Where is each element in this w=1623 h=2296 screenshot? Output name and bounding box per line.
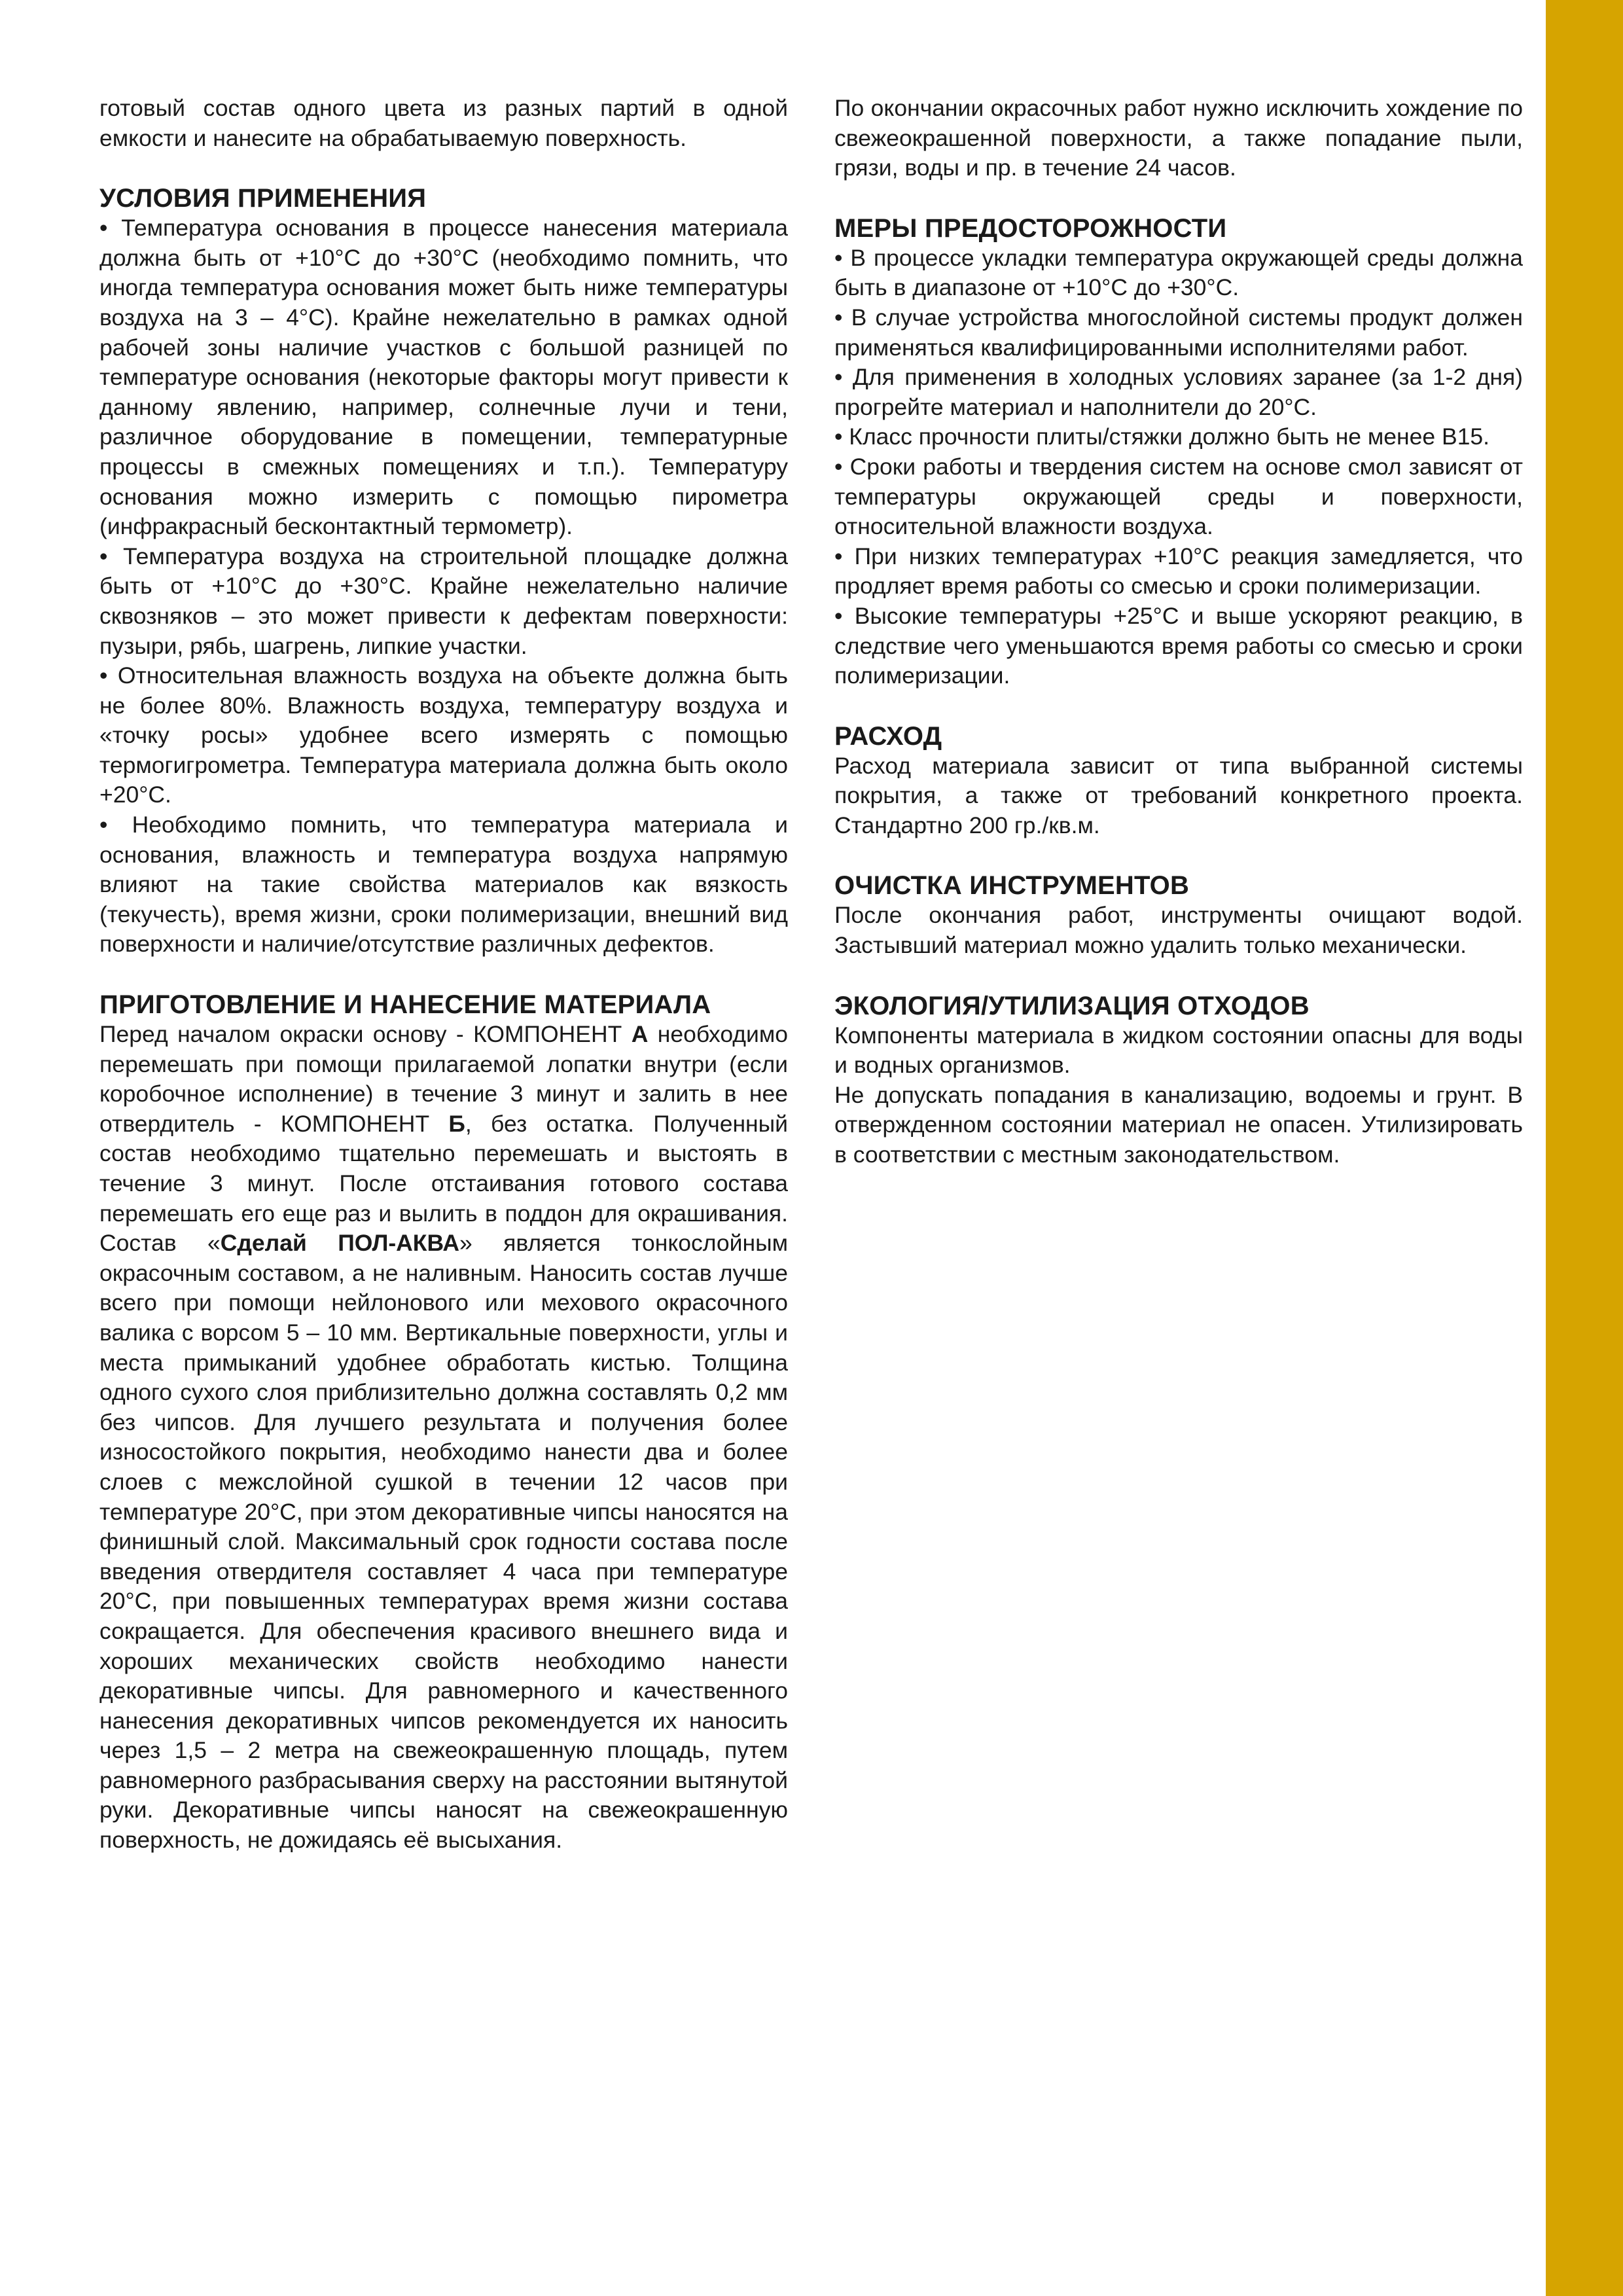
conditions-item: • Температура основания в процессе нанесения материала должна быть от +10°С до +30°С (необходимо помнить, что иногда температура основания может быть ниже температуры воздуха на 3 – 4°С). Крайне нежелательно в рамках одной рабочей зоны наличие участков с большой разницей по температуре основания (некоторые факторы могут привести к данному явлению, например, солнечные лучи и тени, различное оборудование в помещении, температурные процессы в смежных помещениях и т.п.). Температуру основания можно измерить с помощью пирометра (инфракрасный бесконтактный термометр). (99, 215, 788, 540)
precautions-item: • При низких температурах +10°С реакция замедляется, что продляет время работы со смесью и сроки полимеризации. (834, 543, 1523, 600)
ecology-section (834, 991, 1523, 1170)
conditions-item: • Относительная влажность воздуха на объекте должна быть не более 80%. Влажность воздуха, температуру воздуха и «точку росы» удобнее всего измерять с помощью термогигрометра. Температура материала должна быть около +20°С. (99, 662, 788, 808)
component-b-label: Б (448, 1110, 465, 1137)
preparation-text: Перед началом окраски основу - КОМПОНЕНТ (99, 1021, 632, 1048)
preparation-text: » является тонкослойным окрасочным составом, а не наливным. Наносить состав лучше всего при помощи нейлонового или мехового окрасочного валика с ворсом 5 – 10 мм. Вертикальные поверхности, углы и места примыканий удобнее обработать кистью. Толщина одного сухого слоя приблизительно должна составлять 0,2 мм без чипсов. Для лучшего результата и получения более износостойкого покрытия, необходимо нанести два и более слоев с межслойной сушкой в течении 12 часов при температуре 20°С, при этом декоративные чипсы наносятся на финишный слой. Максимальный срок годности состава после введения отвердителя составляет 4 часа при температуре 20°С, при повышенных температурах время жизни состава сокращается. Для обеспечения красивого внешнего вида и хороших механических свойств необходимо нанести декоративные чипсы. Для равномерного и качественного нанесения декоративных чипсов рекомендуется их наносить через 1,5 – 2 метра на свежеокрашенную площадь, путем равномерного разбрасывания сверху на расстоянии вытянутой руки. Декоративные чипсы наносят на свежеокрашенную поверхность, не дожидаясь её высыхания. (99, 1230, 788, 1854)
ecology-heading: ЭКОЛОГИЯ/УТИЛИЗАЦИЯ ОТХОДОВ (834, 991, 1310, 1020)
precautions-item: • Сроки работы и твердения систем на основе смол зависят от температуры окружающей среды и поверхности, относительной влажности воздуха. (834, 453, 1523, 540)
precautions-heading: МЕРЫ ПРЕДОСТОРОЖНОСТИ (834, 213, 1227, 243)
consumption-heading: РАСХОД (834, 721, 942, 751)
conditions-item: • Температура воздуха на строительной площадке должна быть от +10°С до +30°С. Крайне нежелательно наличие сквозняков – это может привести к дефектам поверхности: пузыри, рябь, шагрень, липкие участки. (99, 543, 788, 659)
conditions-section (99, 183, 788, 960)
cleaning-paragraph: После окончания работ, инструменты очищают водой. Застывший материал можно удалить только механически. (834, 902, 1523, 959)
preparation-section (99, 990, 788, 1856)
component-a-label: А (631, 1021, 649, 1048)
preparation-paragraph (99, 1020, 788, 1856)
preparation-text: необходимо перемешать при помощи прилагаемой лопатки внутри (если коробочное исполнение) в течение 3 минут и залить в нее отвердитель - КОМПОНЕНТ (99, 1021, 788, 1137)
preparation-text: , без остатка. Полученный состав необходимо тщательно перемешать и выстоять в течение 3 минут. После отстаивания готового состава перемешать его еще раз и вылить в поддон для окрашивания. Состав « (99, 1110, 788, 1257)
cleaning-heading: ОЧИСТКА ИНСТРУМЕНТОВ (834, 871, 1190, 901)
precautions-item: • В процессе укладки температура окружающей среды должна быть в диапазоне от +10°С до +30°С. (834, 244, 1523, 301)
consumption-paragraph: Расход материала зависит от типа выбранной системы покрытия, а также от требований конкретного проекта. Стандартно 200 гр./кв.м. (834, 752, 1523, 838)
product-name: Сделай ПОЛ-АКВА (220, 1230, 459, 1257)
ecology-paragraph: Не допускать попадания в канализацию, водоемы и грунт. В отвержденном состоянии материал не опасен. Утилизировать в соответствии с местным законодательством. (834, 1081, 1523, 1168)
right-column (834, 94, 1523, 1170)
precautions-item: • Высокие температуры +25°С и выше ускоряют реакцию, в следствие чего уменьшаются время работы со смесью и сроки полимеризации. (834, 602, 1523, 689)
precautions-item: • В случае устройства многослойной системы продукт должен применяться квалифицированными исполнителями работ. (834, 304, 1523, 361)
consumption-section (834, 721, 1523, 841)
precautions-item: • Для применения в холодных условиях заранее (за 1-2 дня) прогрейте материал и наполнители до 20°С. (834, 364, 1523, 420)
accent-side-stripe (1546, 0, 1623, 2296)
left-column (99, 94, 788, 1856)
cleaning-section (834, 870, 1523, 960)
intro-paragraph-left: готовый состав одного цвета из разных партий в одной емкости и нанесите на обрабатываемую поверхность. (99, 95, 788, 151)
precautions-section (834, 213, 1523, 691)
ecology-paragraph: Компоненты материала в жидком состоянии опасны для воды и водных организмов. (834, 1022, 1523, 1079)
precautions-item: • Класс прочности плиты/стяжки должно быть не менее В15. (834, 423, 1490, 450)
intro-section-right (834, 94, 1523, 183)
intro-section-left (99, 94, 788, 153)
intro-paragraph-right: По окончании окрасочных работ нужно исключить хождение по свежеокрашенной поверхности, а также попадание пыли, грязи, воды и пр. в течение 24 часов. (834, 95, 1523, 181)
conditions-item: • Необходимо помнить, что температура материала и основания, влажность и температура воздуха напрямую влияют на такие свойства материалов как вязкость (текучесть), время жизни, сроки полимеризации, внешний вид поверхности и наличие/отсутствие различных дефектов. (99, 812, 788, 958)
preparation-heading: ПРИГОТОВЛЕНИЕ И НАНЕСЕНИЕ МАТЕРИАЛА (99, 990, 711, 1020)
conditions-heading: УСЛОВИЯ ПРИМЕНЕНИЯ (99, 184, 427, 213)
